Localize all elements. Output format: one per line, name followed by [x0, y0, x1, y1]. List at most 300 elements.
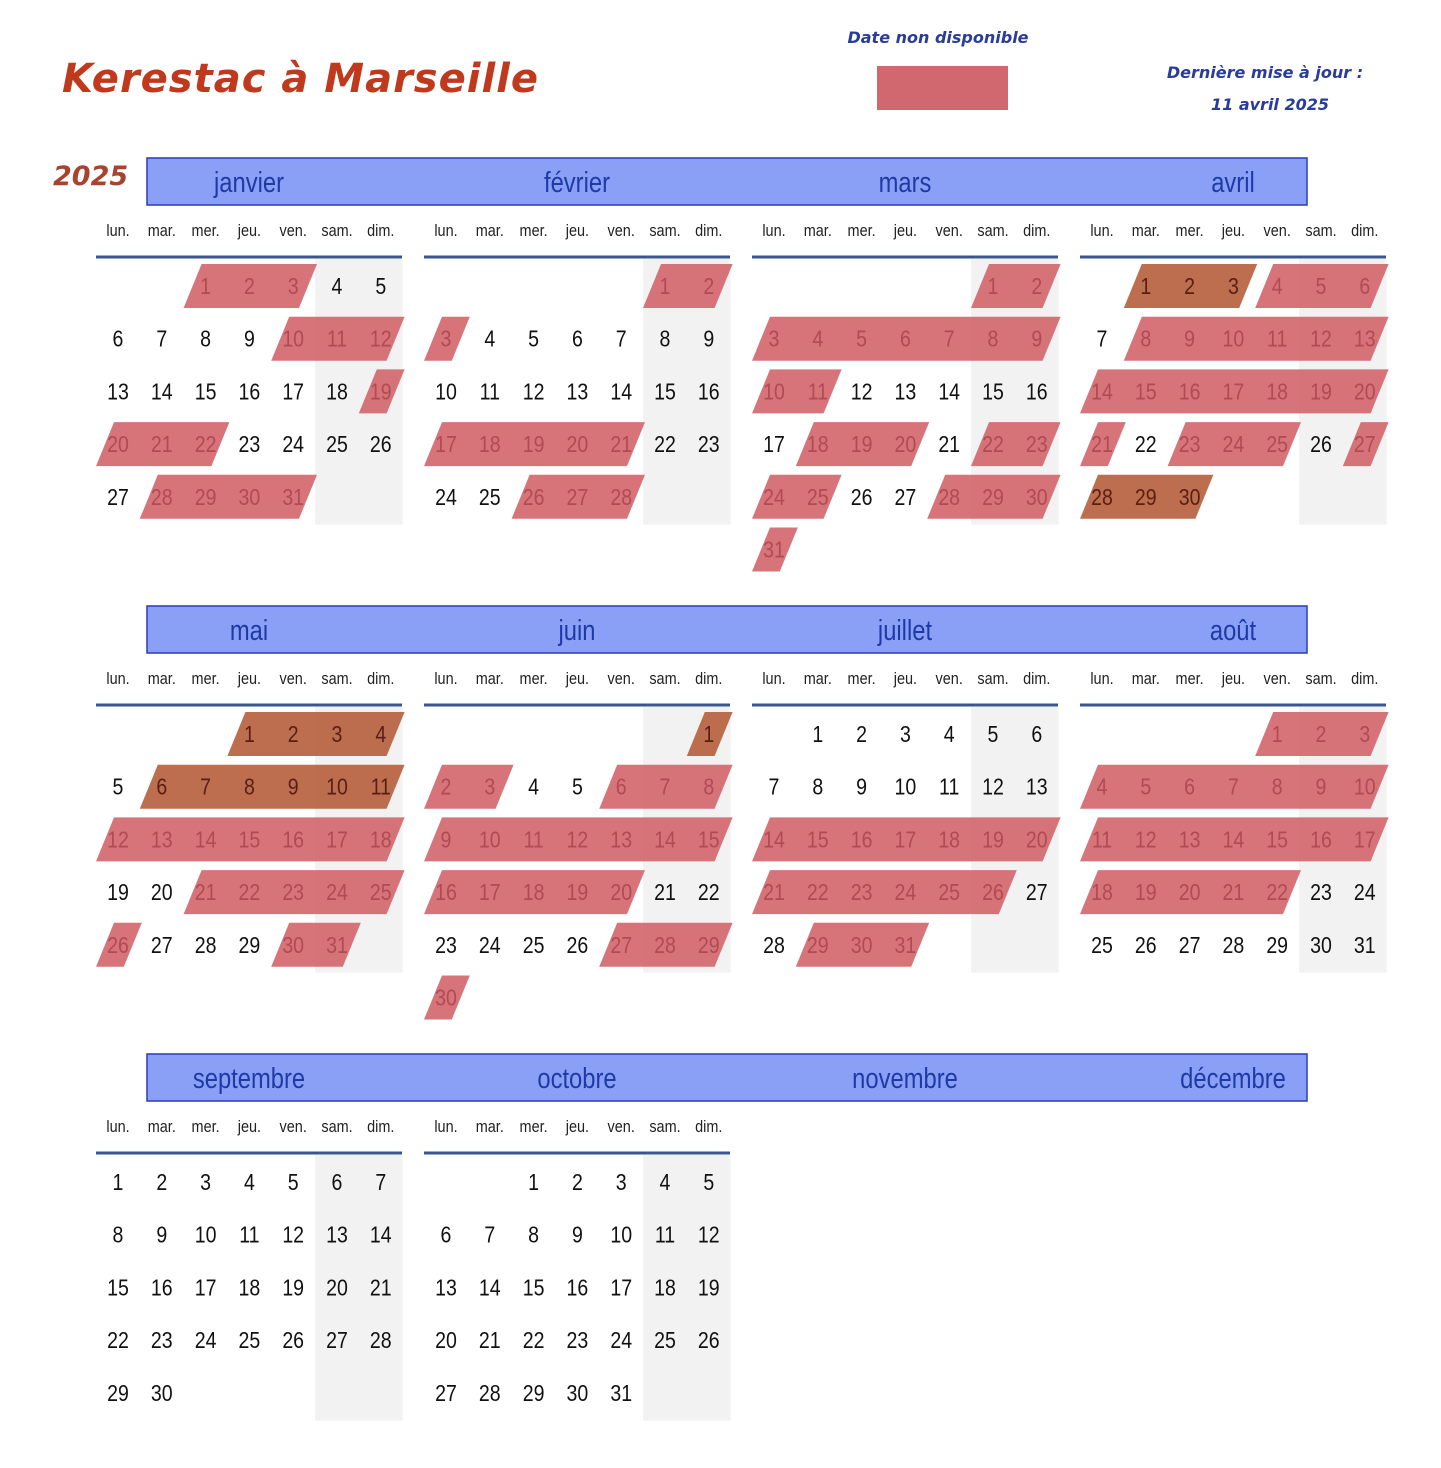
calendar-day[interactable]: 15 — [697, 826, 720, 853]
calendar-day[interactable]: 1 — [200, 273, 212, 300]
calendar-day[interactable]: 11 — [326, 326, 348, 353]
calendar-day[interactable]: 31 — [894, 932, 917, 959]
calendar-day[interactable]: 31 — [1353, 932, 1376, 959]
calendar-day[interactable]: 20 — [326, 1274, 348, 1301]
calendar-day[interactable]: 25 — [1266, 431, 1289, 458]
calendar-day[interactable]: 3 — [484, 774, 496, 801]
calendar-day[interactable]: 9 — [1184, 326, 1196, 353]
calendar-day[interactable]: 12 — [107, 826, 129, 853]
calendar-day[interactable]: 9 — [287, 774, 299, 801]
calendar-day[interactable]: 8 — [112, 1222, 124, 1249]
calendar-day[interactable]: 10 — [194, 1222, 217, 1249]
calendar-day[interactable]: 21 — [369, 1274, 392, 1301]
calendar-day[interactable]: 24 — [326, 879, 348, 906]
calendar-day[interactable]: 12 — [1134, 826, 1157, 853]
calendar-day[interactable]: 5 — [287, 1169, 299, 1196]
calendar-day[interactable]: 17 — [282, 378, 305, 405]
calendar-day[interactable]: 25 — [478, 484, 501, 511]
calendar-day[interactable]: 26 — [107, 932, 129, 959]
calendar-day[interactable]: 19 — [282, 1274, 305, 1301]
calendar-day[interactable]: 16 — [150, 1274, 173, 1301]
calendar-day[interactable]: 5 — [571, 774, 583, 801]
calendar-day[interactable]: 4 — [331, 273, 343, 300]
calendar-day[interactable]: 24 — [610, 1327, 633, 1354]
calendar-day[interactable]: 22 — [806, 879, 829, 906]
calendar-day[interactable]: 2 — [243, 273, 255, 300]
calendar-day[interactable]: 3 — [615, 1169, 627, 1196]
calendar-day[interactable]: 14 — [369, 1222, 392, 1249]
calendar-day[interactable]: 2 — [287, 721, 299, 748]
calendar-day[interactable]: 16 — [850, 826, 873, 853]
calendar-day[interactable]: 26 — [697, 1327, 720, 1354]
calendar-day[interactable]: 21 — [478, 1327, 501, 1354]
calendar-day[interactable]: 29 — [238, 932, 261, 959]
calendar-day[interactable]: 15 — [522, 1274, 545, 1301]
calendar-day[interactable]: 28 — [610, 484, 633, 511]
calendar-day[interactable]: 20 — [435, 1327, 457, 1354]
calendar-day[interactable]: 23 — [150, 1327, 173, 1354]
calendar-day[interactable]: 15 — [806, 826, 829, 853]
calendar-day[interactable]: 19 — [1134, 879, 1157, 906]
calendar-day[interactable]: 4 — [243, 1169, 255, 1196]
calendar-day[interactable]: 16 — [1025, 378, 1048, 405]
calendar-day[interactable]: 21 — [654, 879, 676, 906]
calendar-day[interactable]: 6 — [571, 326, 583, 353]
calendar-day[interactable]: 8 — [528, 1222, 540, 1249]
calendar-day[interactable]: 23 — [1025, 431, 1048, 458]
calendar-day[interactable]: 14 — [654, 826, 676, 853]
calendar-day[interactable]: 29 — [1266, 932, 1289, 959]
calendar-day[interactable]: 7 — [484, 1222, 496, 1249]
calendar-day[interactable]: 18 — [522, 879, 545, 906]
calendar-day[interactable]: 12 — [982, 774, 1004, 801]
calendar-day[interactable]: 4 — [484, 326, 496, 353]
calendar-day[interactable]: 26 — [850, 484, 873, 511]
calendar-day[interactable]: 25 — [806, 484, 829, 511]
calendar-day[interactable]: 16 — [697, 378, 720, 405]
calendar-day[interactable]: 23 — [697, 431, 720, 458]
calendar-day[interactable]: 29 — [522, 1380, 545, 1407]
calendar-day[interactable]: 7 — [200, 774, 212, 801]
calendar-day[interactable]: 18 — [478, 431, 501, 458]
calendar-day[interactable]: 12 — [566, 826, 589, 853]
calendar-day[interactable]: 15 — [1134, 378, 1157, 405]
calendar-day[interactable]: 22 — [982, 431, 1004, 458]
calendar-day[interactable]: 25 — [938, 879, 961, 906]
calendar-day[interactable]: 2 — [1031, 273, 1043, 300]
calendar-day[interactable]: 14 — [1222, 826, 1245, 853]
calendar-day[interactable]: 8 — [703, 774, 715, 801]
calendar-day[interactable]: 16 — [566, 1274, 589, 1301]
calendar-day[interactable]: 19 — [697, 1274, 720, 1301]
calendar-day[interactable]: 7 — [943, 326, 955, 353]
calendar-day[interactable]: 4 — [375, 721, 387, 748]
calendar-day[interactable]: 22 — [697, 879, 720, 906]
calendar-day[interactable]: 17 — [435, 431, 457, 458]
calendar-day[interactable]: 10 — [435, 378, 457, 405]
calendar-day[interactable]: 17 — [1353, 826, 1376, 853]
calendar-day[interactable]: 25 — [1091, 932, 1113, 959]
calendar-day[interactable]: 29 — [982, 484, 1004, 511]
calendar-day[interactable]: 24 — [194, 1327, 217, 1354]
calendar-day[interactable]: 13 — [1025, 774, 1048, 801]
calendar-day[interactable]: 31 — [763, 537, 785, 563]
calendar-day[interactable]: 10 — [478, 826, 501, 853]
calendar-day[interactable]: 4 — [1096, 774, 1108, 801]
calendar-day[interactable]: 14 — [1091, 378, 1113, 405]
calendar-day[interactable]: 22 — [654, 431, 676, 458]
calendar-day[interactable]: 19 — [107, 879, 129, 906]
calendar-day[interactable]: 1 — [1140, 273, 1152, 300]
calendar-day[interactable]: 18 — [938, 826, 961, 853]
calendar-day[interactable]: 15 — [194, 378, 217, 405]
calendar-day[interactable]: 25 — [654, 1327, 676, 1354]
calendar-day[interactable]: 16 — [435, 879, 457, 906]
calendar-day[interactable]: 7 — [1096, 326, 1108, 353]
calendar-day[interactable]: 21 — [1222, 879, 1245, 906]
calendar-day[interactable]: 28 — [478, 1380, 501, 1407]
calendar-day[interactable]: 18 — [369, 826, 392, 853]
calendar-day[interactable]: 23 — [566, 1327, 589, 1354]
calendar-day[interactable]: 8 — [1271, 774, 1283, 801]
calendar-day[interactable]: 30 — [1025, 484, 1048, 511]
calendar-day[interactable]: 21 — [194, 879, 217, 906]
calendar-day[interactable]: 11 — [807, 378, 828, 405]
calendar-day[interactable]: 19 — [369, 378, 392, 405]
calendar-day[interactable]: 17 — [610, 1274, 633, 1301]
calendar-day[interactable]: 17 — [478, 879, 501, 906]
calendar-day[interactable]: 5 — [375, 273, 387, 300]
calendar-day[interactable]: 22 — [522, 1327, 545, 1354]
calendar-day[interactable]: 13 — [894, 378, 917, 405]
calendar-day[interactable]: 3 — [1359, 721, 1371, 748]
calendar-day[interactable]: 31 — [326, 932, 348, 959]
calendar-day[interactable]: 22 — [107, 1327, 129, 1354]
calendar-day[interactable]: 24 — [1222, 431, 1245, 458]
calendar-day[interactable]: 10 — [1222, 326, 1245, 353]
calendar-day[interactable]: 19 — [522, 431, 545, 458]
calendar-day[interactable]: 7 — [1227, 774, 1239, 801]
calendar-day[interactable]: 18 — [238, 1274, 261, 1301]
calendar-day[interactable]: 9 — [571, 1222, 583, 1249]
calendar-day[interactable]: 5 — [528, 326, 540, 353]
calendar-day[interactable]: 29 — [194, 484, 217, 511]
calendar-day[interactable]: 27 — [107, 484, 129, 511]
calendar-day[interactable]: 13 — [610, 826, 633, 853]
calendar-day[interactable]: 15 — [982, 378, 1004, 405]
calendar-day[interactable]: 4 — [943, 721, 955, 748]
calendar-day[interactable]: 20 — [1025, 826, 1048, 853]
calendar-day[interactable]: 27 — [610, 932, 633, 959]
calendar-day[interactable]: 17 — [894, 826, 917, 853]
calendar-day[interactable]: 4 — [659, 1169, 671, 1196]
calendar-day[interactable]: 10 — [326, 774, 348, 801]
calendar-day[interactable]: 15 — [238, 826, 261, 853]
calendar-day[interactable]: 28 — [150, 484, 173, 511]
calendar-day[interactable]: 29 — [107, 1380, 129, 1407]
calendar-day[interactable]: 10 — [282, 326, 305, 353]
calendar-day[interactable]: 11 — [1091, 826, 1113, 853]
calendar-day[interactable]: 12 — [850, 378, 873, 405]
calendar-day[interactable]: 23 — [435, 932, 457, 959]
calendar-day[interactable]: 17 — [326, 826, 348, 853]
calendar-day[interactable]: 30 — [282, 932, 305, 959]
calendar-day[interactable]: 8 — [812, 774, 824, 801]
calendar-day[interactable]: 13 — [107, 378, 129, 405]
calendar-day[interactable]: 13 — [1178, 826, 1201, 853]
calendar-day[interactable]: 30 — [1310, 932, 1332, 959]
calendar-day[interactable]: 5 — [1315, 273, 1327, 300]
calendar-day[interactable]: 5 — [703, 1169, 715, 1196]
calendar-day[interactable]: 8 — [987, 326, 999, 353]
calendar-day[interactable]: 19 — [850, 431, 873, 458]
calendar-day[interactable]: 5 — [987, 721, 999, 748]
calendar-day[interactable]: 6 — [440, 1222, 452, 1249]
calendar-day[interactable]: 6 — [156, 774, 168, 801]
calendar-day[interactable]: 1 — [1271, 721, 1283, 748]
calendar-day[interactable]: 7 — [768, 774, 780, 801]
calendar-day[interactable]: 28 — [1091, 484, 1113, 511]
calendar-day[interactable]: 1 — [703, 721, 715, 748]
calendar-day[interactable]: 21 — [1091, 431, 1113, 458]
calendar-day[interactable]: 28 — [654, 932, 676, 959]
calendar-day[interactable]: 3 — [768, 326, 780, 353]
calendar-day[interactable]: 23 — [850, 879, 873, 906]
calendar-day[interactable]: 8 — [659, 326, 671, 353]
calendar-day[interactable]: 9 — [440, 826, 452, 853]
calendar-day[interactable]: 20 — [610, 879, 633, 906]
calendar-day[interactable]: 14 — [610, 378, 633, 405]
calendar-day[interactable]: 11 — [479, 378, 500, 405]
calendar-day[interactable]: 11 — [939, 774, 960, 801]
calendar-day[interactable]: 2 — [1315, 721, 1327, 748]
calendar-day[interactable]: 9 — [703, 326, 715, 353]
calendar-day[interactable]: 1 — [987, 273, 999, 300]
calendar-day[interactable]: 9 — [856, 774, 868, 801]
calendar-day[interactable]: 26 — [282, 1327, 305, 1354]
calendar-day[interactable]: 12 — [282, 1222, 305, 1249]
calendar-day[interactable]: 6 — [615, 774, 627, 801]
calendar-day[interactable]: 15 — [1266, 826, 1289, 853]
calendar-day[interactable]: 6 — [1359, 273, 1371, 300]
calendar-day[interactable]: 16 — [282, 826, 305, 853]
calendar-day[interactable]: 3 — [287, 273, 299, 300]
calendar-day[interactable]: 3 — [440, 326, 452, 353]
calendar-day[interactable]: 8 — [1140, 326, 1152, 353]
calendar-day[interactable]: 24 — [282, 431, 305, 458]
calendar-day[interactable]: 9 — [1031, 326, 1043, 353]
calendar-day[interactable]: 23 — [1310, 879, 1332, 906]
calendar-day[interactable]: 17 — [763, 431, 785, 458]
calendar-day[interactable]: 26 — [1134, 932, 1157, 959]
calendar-day[interactable]: 28 — [1222, 932, 1245, 959]
calendar-day[interactable]: 18 — [1266, 378, 1289, 405]
calendar-day[interactable]: 28 — [763, 932, 785, 959]
calendar-day[interactable]: 6 — [112, 326, 124, 353]
calendar-day[interactable]: 18 — [326, 378, 348, 405]
calendar-day[interactable]: 12 — [369, 326, 392, 353]
calendar-day[interactable]: 27 — [326, 1327, 348, 1354]
calendar-day[interactable]: 30 — [238, 484, 261, 511]
calendar-day[interactable]: 21 — [938, 431, 961, 458]
calendar-day[interactable]: 10 — [763, 378, 785, 405]
calendar-day[interactable]: 25 — [522, 932, 545, 959]
calendar-day[interactable]: 19 — [1310, 378, 1332, 405]
calendar-day[interactable]: 31 — [282, 484, 305, 511]
calendar-day[interactable]: 21 — [763, 879, 785, 906]
calendar-day[interactable]: 14 — [938, 378, 961, 405]
calendar-day[interactable]: 19 — [982, 826, 1004, 853]
calendar-day[interactable]: 12 — [522, 378, 545, 405]
calendar-day[interactable]: 13 — [150, 826, 173, 853]
calendar-day[interactable]: 30 — [435, 985, 457, 1011]
calendar-day[interactable]: 24 — [478, 932, 501, 959]
calendar-day[interactable]: 21 — [610, 431, 633, 458]
calendar-day[interactable]: 22 — [1266, 879, 1289, 906]
calendar-day[interactable]: 4 — [812, 326, 824, 353]
calendar-day[interactable]: 8 — [243, 774, 255, 801]
calendar-day[interactable]: 12 — [1310, 326, 1332, 353]
calendar-day[interactable]: 21 — [150, 431, 173, 458]
calendar-day[interactable]: 25 — [326, 431, 348, 458]
calendar-day[interactable]: 18 — [806, 431, 829, 458]
calendar-day[interactable]: 31 — [610, 1380, 633, 1407]
calendar-day[interactable]: 16 — [238, 378, 261, 405]
calendar-day[interactable]: 22 — [238, 879, 261, 906]
calendar-day[interactable]: 11 — [1267, 326, 1288, 353]
calendar-day[interactable]: 2 — [1184, 273, 1196, 300]
calendar-day[interactable]: 2 — [440, 774, 452, 801]
calendar-day[interactable]: 17 — [194, 1274, 217, 1301]
calendar-day[interactable]: 22 — [1134, 431, 1157, 458]
calendar-day[interactable]: 1 — [659, 273, 671, 300]
calendar-day[interactable]: 1 — [528, 1169, 540, 1196]
calendar-day[interactable]: 7 — [615, 326, 627, 353]
calendar-day[interactable]: 27 — [1353, 431, 1376, 458]
calendar-day[interactable]: 10 — [610, 1222, 633, 1249]
calendar-day[interactable]: 30 — [1178, 484, 1201, 511]
calendar-day[interactable]: 15 — [107, 1274, 129, 1301]
calendar-day[interactable]: 2 — [156, 1169, 168, 1196]
calendar-day[interactable]: 27 — [435, 1380, 457, 1407]
calendar-day[interactable]: 3 — [899, 721, 911, 748]
calendar-day[interactable]: 6 — [1184, 774, 1196, 801]
calendar-day[interactable]: 6 — [1031, 721, 1043, 748]
calendar-day[interactable]: 28 — [938, 484, 961, 511]
calendar-day[interactable]: 26 — [566, 932, 589, 959]
calendar-day[interactable]: 8 — [200, 326, 212, 353]
calendar-day[interactable]: 24 — [763, 484, 785, 511]
calendar-day[interactable]: 29 — [1134, 484, 1157, 511]
calendar-day[interactable]: 29 — [697, 932, 720, 959]
calendar-day[interactable]: 16 — [1310, 826, 1332, 853]
calendar-day[interactable]: 7 — [659, 774, 671, 801]
calendar-day[interactable]: 14 — [763, 826, 785, 853]
calendar-day[interactable]: 11 — [523, 826, 544, 853]
calendar-day[interactable]: 23 — [238, 431, 261, 458]
calendar-day[interactable]: 26 — [522, 484, 545, 511]
calendar-day[interactable]: 20 — [1178, 879, 1201, 906]
calendar-day[interactable]: 25 — [238, 1327, 261, 1354]
calendar-day[interactable]: 3 — [1227, 273, 1239, 300]
calendar-day[interactable]: 9 — [1315, 774, 1327, 801]
calendar-day[interactable]: 7 — [156, 326, 168, 353]
calendar-day[interactable]: 14 — [150, 378, 173, 405]
calendar-day[interactable]: 13 — [435, 1274, 457, 1301]
calendar-day[interactable]: 24 — [1353, 879, 1376, 906]
calendar-day[interactable]: 25 — [369, 879, 392, 906]
calendar-day[interactable]: 13 — [566, 378, 589, 405]
calendar-day[interactable]: 13 — [1353, 326, 1376, 353]
calendar-day[interactable]: 29 — [806, 932, 829, 959]
calendar-day[interactable]: 20 — [1353, 378, 1376, 405]
calendar-day[interactable]: 10 — [894, 774, 917, 801]
calendar-day[interactable]: 20 — [107, 431, 129, 458]
calendar-day[interactable]: 26 — [982, 879, 1004, 906]
calendar-day[interactable]: 4 — [1271, 273, 1283, 300]
calendar-day[interactable]: 26 — [1310, 431, 1332, 458]
calendar-day[interactable]: 5 — [856, 326, 868, 353]
calendar-day[interactable]: 3 — [331, 721, 343, 748]
calendar-day[interactable]: 10 — [1353, 774, 1376, 801]
calendar-day[interactable]: 19 — [566, 879, 589, 906]
calendar-day[interactable]: 2 — [571, 1169, 583, 1196]
calendar-day[interactable]: 6 — [331, 1169, 343, 1196]
calendar-day[interactable]: 23 — [282, 879, 305, 906]
calendar-day[interactable]: 17 — [1222, 378, 1245, 405]
calendar-day[interactable]: 3 — [200, 1169, 212, 1196]
calendar-day[interactable]: 12 — [697, 1222, 720, 1249]
calendar-day[interactable]: 11 — [239, 1222, 260, 1249]
calendar-day[interactable]: 30 — [850, 932, 873, 959]
calendar-day[interactable]: 28 — [194, 932, 217, 959]
calendar-day[interactable]: 13 — [326, 1222, 348, 1249]
calendar-day[interactable]: 24 — [435, 484, 457, 511]
calendar-day[interactable]: 18 — [1091, 879, 1113, 906]
calendar-day[interactable]: 26 — [369, 431, 392, 458]
calendar-day[interactable]: 15 — [654, 378, 676, 405]
calendar-day[interactable]: 23 — [1178, 431, 1201, 458]
calendar-day[interactable]: 18 — [654, 1274, 676, 1301]
calendar-day[interactable]: 16 — [1178, 378, 1201, 405]
calendar-day[interactable]: 27 — [1178, 932, 1201, 959]
calendar-day[interactable]: 24 — [894, 879, 917, 906]
calendar-day[interactable]: 4 — [528, 774, 540, 801]
calendar-day[interactable]: 11 — [654, 1222, 676, 1249]
calendar-day[interactable]: 20 — [566, 431, 589, 458]
calendar-day[interactable]: 9 — [243, 326, 255, 353]
calendar-day[interactable]: 9 — [156, 1222, 168, 1249]
calendar-day[interactable]: 28 — [369, 1327, 392, 1354]
calendar-day[interactable]: 30 — [566, 1380, 589, 1407]
calendar-day[interactable]: 22 — [194, 431, 217, 458]
calendar-day[interactable]: 2 — [703, 273, 715, 300]
calendar-day[interactable]: 2 — [856, 721, 868, 748]
calendar-day[interactable]: 7 — [375, 1169, 387, 1196]
calendar-day[interactable]: 1 — [112, 1169, 124, 1196]
calendar-day[interactable]: 5 — [112, 774, 124, 801]
calendar-day[interactable]: 11 — [370, 774, 391, 801]
calendar-day[interactable]: 14 — [194, 826, 217, 853]
calendar-day[interactable]: 27 — [894, 484, 917, 511]
calendar-day[interactable]: 27 — [1025, 879, 1048, 906]
calendar-day[interactable]: 30 — [150, 1380, 173, 1407]
calendar-day[interactable]: 1 — [812, 721, 824, 748]
calendar-day[interactable]: 27 — [566, 484, 589, 511]
calendar-day[interactable]: 20 — [150, 879, 173, 906]
calendar-day[interactable]: 5 — [1140, 774, 1152, 801]
calendar-day[interactable]: 6 — [899, 326, 911, 353]
